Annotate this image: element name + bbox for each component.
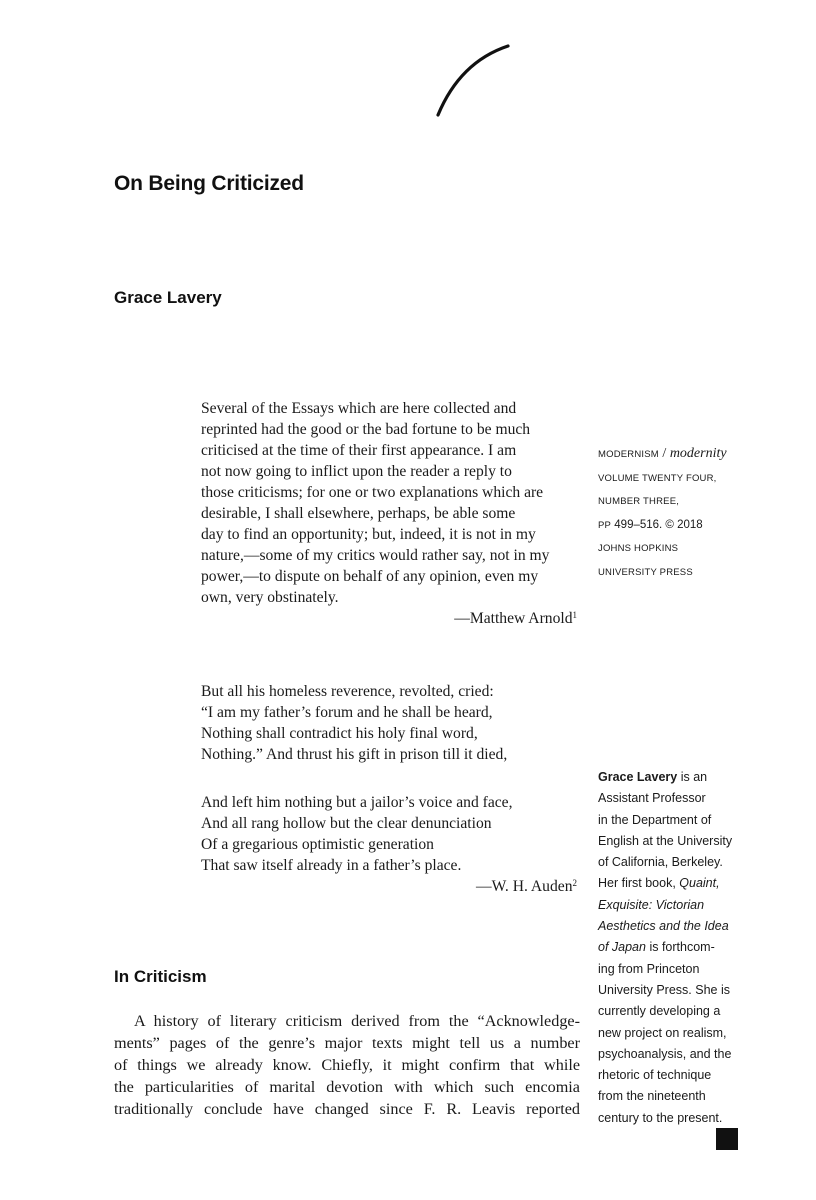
epigraph-attribution — [201, 608, 577, 629]
journal-name-italic: modernity — [669, 446, 727, 461]
epigraph-line: power,—to dispute on behalf of any opinion, even my — [201, 568, 539, 585]
epigraph-auden — [201, 681, 577, 765]
poem-line: “I am my father’s forum and he shall be heard, — [201, 704, 493, 721]
bio-text: psychoanalysis, and the — [598, 1046, 732, 1061]
attribution-text: —Matthew Arnold — [454, 610, 573, 627]
poem-line: And all rang hollow but the clear denunciation — [201, 815, 492, 832]
body-paragraph — [114, 1010, 580, 1120]
poem-line: Of a gregarious optimistic generation — [201, 836, 434, 853]
bio-text: is an — [677, 770, 708, 784]
epigraph-line: reprinted had the good or the bad fortune to be much — [201, 421, 531, 438]
journal-number: NUMBER THREE, — [598, 496, 680, 507]
epigraph-auden-stanza2 — [201, 792, 577, 897]
epigraph-line: day to find an opportunity; but, indeed, it is not in my — [201, 526, 536, 543]
poem-line: But all his homeless reverence, revolted, cried: — [201, 683, 494, 700]
bio-author-name: Grace Lavery — [598, 770, 678, 784]
publisher-line: UNIVERSITY PRESS — [598, 566, 693, 578]
body-line: of things we already know. Chiefly, it might confirm that while — [114, 1056, 580, 1074]
epigraph-line: own, very obstinately. — [201, 589, 339, 606]
end-square-mark — [716, 1128, 738, 1150]
bio-text: of California, Berkeley. — [598, 855, 723, 870]
bio-text: new project on realism, — [598, 1025, 727, 1040]
bio-text: English at the University — [598, 833, 733, 848]
decorative-arc — [0, 0, 816, 140]
bio-text: century to the present. — [598, 1110, 723, 1125]
journal-volume: VOLUME TWENTY FOUR, — [598, 472, 717, 484]
pages-prefix: PP — [598, 519, 612, 531]
body-line: ments” pages of the genre’s major texts might tell us a number — [114, 1034, 580, 1052]
journal-name: MODERNISM — [598, 449, 659, 460]
poem-line: Nothing shall contradict his holy final word, — [201, 725, 478, 742]
footnote-marker[interactable]: 2 — [572, 878, 577, 888]
poem-line: And left him nothing but a jailor’s voice and face, — [201, 794, 513, 811]
article-title: On Being Criticized — [114, 172, 304, 195]
author-name: Grace Lavery — [114, 288, 222, 307]
journal-info — [598, 442, 778, 584]
epigraph-line: nature,—some of my critics would rather say, not in my — [201, 547, 550, 564]
bio-text: in the Department of — [598, 812, 712, 827]
bio-text: University Press. She is — [598, 982, 730, 997]
book-title: Exquisite: Victorian — [598, 897, 705, 912]
epigraph-line: not now going to inflict upon the reader a reply to — [201, 463, 512, 480]
bio-text: from the nineteenth — [598, 1089, 706, 1104]
bio-text: Assistant Professor — [598, 791, 706, 806]
body-line: the particularities of marital devotion with which such encomia — [114, 1078, 580, 1096]
bio-text: Her first book, — [598, 876, 680, 891]
epigraph-line: those criticisms; for one or two explanations which are — [201, 484, 544, 501]
section-heading: In Criticism — [114, 967, 207, 986]
book-title: Quaint, — [679, 876, 720, 891]
body-line: A history of literary criticism derived from the “Acknowledge- — [134, 1012, 580, 1030]
poem-line: Nothing.” And thrust his gift in prison till it died, — [201, 746, 508, 763]
bio-text: currently developing a — [598, 1004, 721, 1019]
bio-text: rhetoric of technique — [598, 1068, 712, 1083]
footnote-marker[interactable]: 1 — [572, 610, 577, 620]
attribution-text: —W. H. Auden — [476, 878, 573, 895]
epigraph-line: desirable, I shall elsewhere, perhaps, be able some — [201, 505, 516, 522]
body-line: traditionally conclude have changed since F. R. Leavis reported — [114, 1100, 580, 1118]
epigraph-attribution — [201, 876, 577, 897]
journal-separator: / — [658, 446, 670, 461]
author-bio — [598, 767, 788, 1129]
epigraph-line: Several of the Essays which are here collected and — [201, 400, 517, 417]
epigraph-line: criticised at the time of their first appearance. I am — [201, 442, 517, 459]
bio-text: is forthcom- — [645, 940, 715, 955]
bio-text: ing from Princeton — [598, 961, 700, 976]
book-title: Aesthetics and the Idea — [598, 919, 729, 934]
journal-pages: 499–516. © 2018 — [611, 518, 703, 531]
publisher-line: JOHNS HOPKINS — [598, 543, 679, 554]
book-title: of Japan — [598, 940, 646, 955]
poem-line: That saw itself already in a father’s place. — [201, 857, 462, 874]
epigraph-arnold — [201, 398, 577, 629]
